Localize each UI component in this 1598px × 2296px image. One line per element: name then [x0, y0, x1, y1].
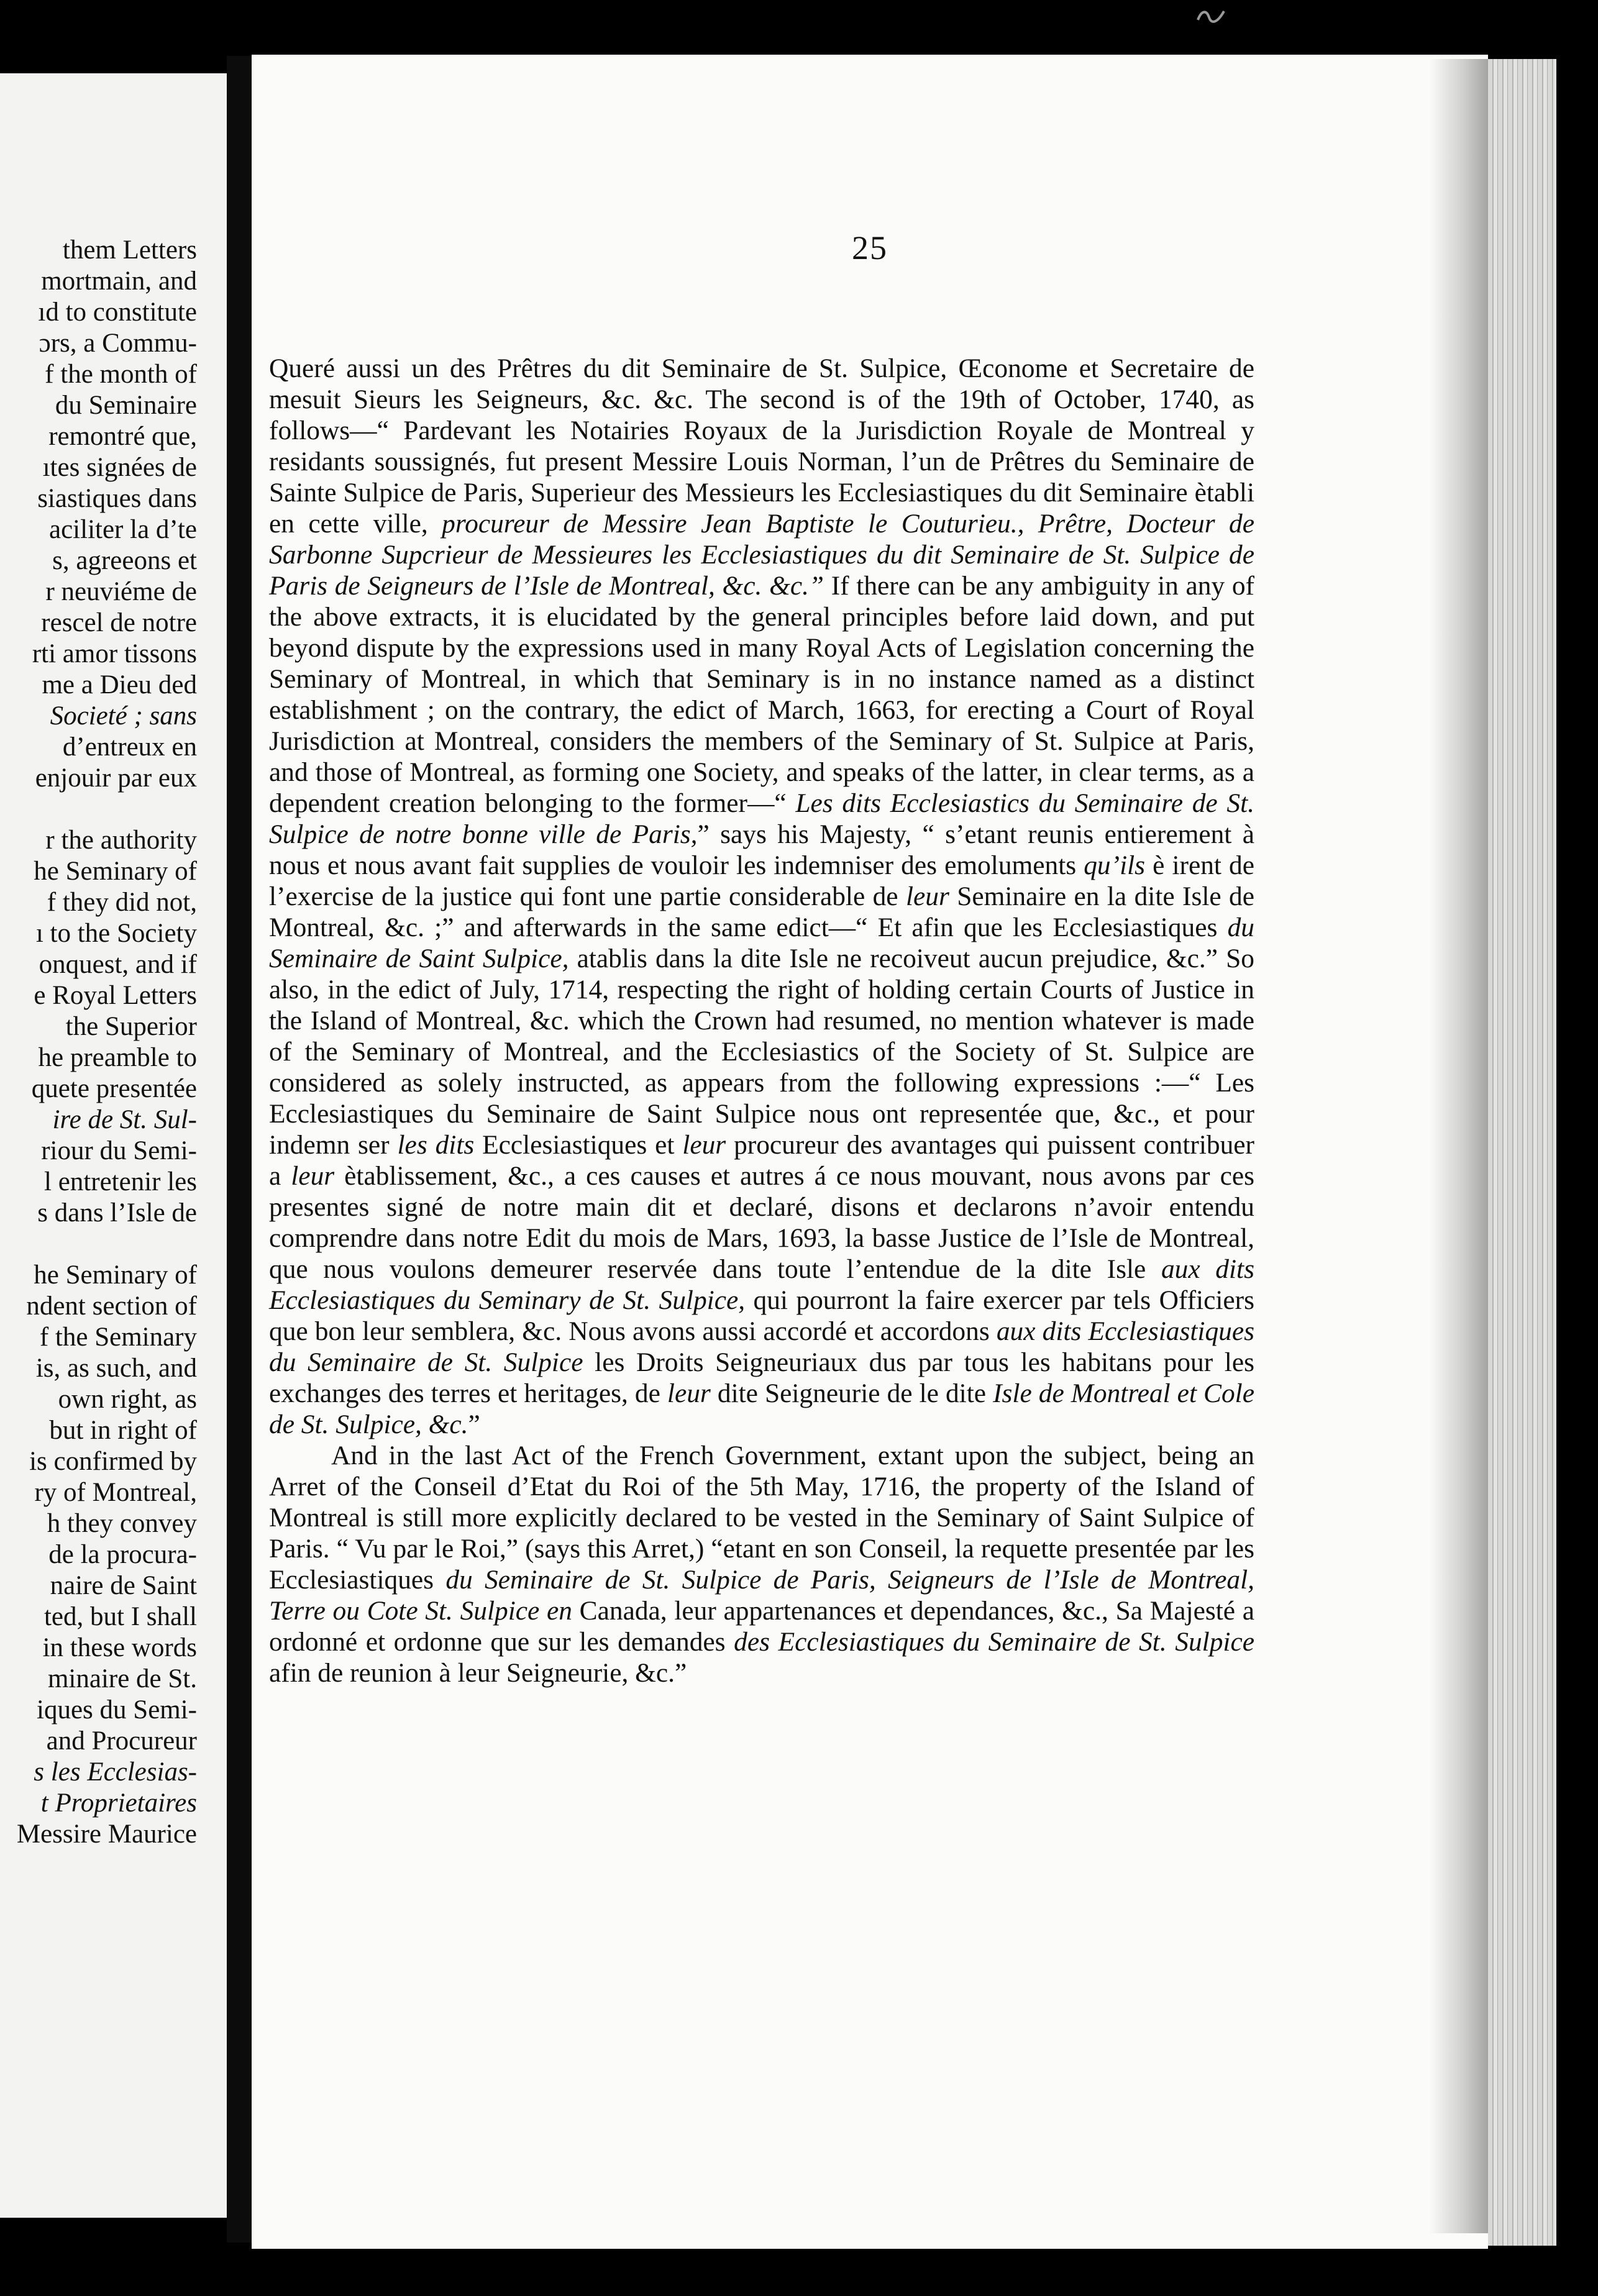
left-page-line: quete presentée: [31, 1074, 197, 1103]
left-page-line: e Royal Letters: [34, 981, 197, 1010]
page-number: 25: [852, 229, 888, 266]
left-page-line: Societé ; sans: [50, 701, 197, 731]
text-run: atablis dans la dite Isle ne recoiveut aucun prejudice, &c.” So also, in the edict of July, 1714, respecting the right of holding certain Courts of Justice in the Island of Montreal, &c. which the Crown had resumed, no mention whatever is made of the Seminary of Montreal, and the Ecclesiastics of the Society of St. Sulpice are considered as solely instructed, as appears from the following expressions :—“ Les Ecclesiastiques du Seminaire de Saint Sulpice nous ont representée que, &c., et pour indemn ser: [269, 944, 1254, 1160]
paragraph: [269, 353, 1254, 1440]
left-page-line: ire de St. Sul-: [52, 1105, 197, 1134]
text-run: ”: [468, 1410, 480, 1439]
italic-run: qu’ils: [1084, 850, 1146, 880]
italic-run: aux dits Ecclesiastiques du Seminary de St. Sulpice,: [269, 1254, 1254, 1315]
left-page-line: Messire Maurice: [16, 1820, 197, 1849]
left-page-line: ry of Montreal,: [34, 1478, 197, 1507]
left-page-line: the Superior: [65, 1012, 197, 1041]
left-page-line: aciliter la d’te: [49, 515, 197, 544]
left-page-line: ndent section of: [26, 1292, 197, 1321]
left-page-line: is confirmed by: [29, 1447, 197, 1476]
italic-run: leur: [905, 882, 949, 911]
left-page-line: them Letters: [62, 235, 197, 265]
left-page-line: l entretenir les: [44, 1167, 197, 1196]
italic-run: leur: [291, 1161, 335, 1191]
page-edge-shadow: [1429, 59, 1488, 2233]
left-page-line: in these words: [42, 1633, 197, 1662]
text-run: ètablissement, &c., a ces causes et autres á ce nous mouvant, nous avons par ces presentes signé de notre main dit et declaré, disons et declarons n’avoir entendu comprendre dans notre Edit du mois de Mars, 1693, la basse Justice de l’Isle de Montreal, que nous voulons demeurer reservée dans toute l’entendue de la dite Isle: [269, 1161, 1254, 1284]
left-page-line: ɔrs, a Commu-: [39, 329, 197, 358]
text-run: Canada, leur appartenances et dependances, &c., Sa Majesté a ordonné et ordonne que sur les demandes: [269, 1596, 1254, 1657]
italic-run: procureur de Messire Jean Baptiste le Couturieu., Prêtre, Docteur de Sarbonne Supcrieur de Messieures les Ecclesiastiques du dit Seminaire de St. Sulpice de Paris de Seigneurs de l’Isle de Montreal, &c. &c.”: [269, 509, 1254, 601]
italic-run: Les dits Ecclesiastics du Seminaire de St. Sulpice de notre bonne ville de Paris,: [269, 788, 1254, 849]
italic-run: Isle de Montreal et Cole de St. Sulpice, &c.: [269, 1378, 1254, 1439]
italic-run: aux dits Ecclesiastiques du Seminaire de St. Sulpice: [269, 1316, 1255, 1377]
left-page-line: f the month of: [45, 360, 197, 389]
left-page-fragment: [0, 73, 231, 2218]
left-page-line: he Seminary of: [34, 857, 197, 886]
left-page-line: remontré que,: [48, 422, 197, 451]
left-page-line: de la procura-: [48, 1540, 197, 1569]
text-run: afin de reunion à leur Seigneurie, &c.”: [269, 1658, 687, 1688]
left-page-line: ı to the Society: [35, 919, 197, 948]
left-page-line: s les Ecclesias-: [34, 1757, 197, 1787]
left-page-line: f the Seminary: [39, 1323, 197, 1352]
left-page-line: iques du Semi-: [37, 1695, 197, 1724]
italic-run: du Seminaire de Saint Sulpice,: [269, 913, 1254, 973]
left-page-line: t Proprietaires: [40, 1788, 197, 1818]
left-page-line: riour du Semi-: [41, 1136, 197, 1165]
left-page-line: enjouir par eux: [35, 763, 197, 793]
text-run: And in the last Act of the French Government, extant upon the subject, being an Arret of the Conseil d’Etat du Roi of the 5th May, 1716, the property of the Island of Montreal is still more explicitly declared to be vested in the Seminary of Saint Sulpice of Paris. “ Vu par le Roi,” (says this Arret,) “etant en son Conseil, la requette presentée par les Ecclesiastiques: [269, 1441, 1254, 1595]
left-page-line: mortmain, and: [41, 266, 197, 296]
italic-run: des Ecclesiastiques du Seminaire de St. Sulpice: [734, 1627, 1254, 1657]
left-page-line: own right, as: [58, 1385, 197, 1414]
left-page-line: h they convey: [47, 1509, 197, 1538]
left-page-line: ıtes signées de: [42, 453, 197, 482]
italic-run: leur: [667, 1378, 711, 1408]
italic-run: du Seminaire de St. Sulpice de Paris, Seigneurs de l’Isle de Montreal, Terre ou Cote St. Sulpice en: [269, 1565, 1254, 1626]
left-page-line: rti amor tissons: [32, 639, 197, 668]
left-page-line: rescel de notre: [41, 608, 197, 637]
text-run: procureur des avantages qui puissent contribuer a: [269, 1130, 1254, 1191]
body-text: [269, 353, 1254, 1688]
text-run: les Droits Seigneuriaux dus par tous les habitans pour les exchanges des terres et heritages, de: [269, 1347, 1254, 1408]
text-run: ” says his Majesty, “ s’etant reunis entierement à nous et nous avant fait supplies de vouloir les indemniser des emoluments: [269, 819, 1254, 880]
left-page-line: s, agreeons et: [52, 546, 197, 575]
left-page-line: naire de Saint: [50, 1571, 197, 1600]
right-page: [252, 55, 1488, 2249]
left-page-line: r neuviéme de: [45, 577, 197, 606]
page-stack-edges: [1488, 59, 1556, 2246]
left-page-line: and Procureur: [46, 1726, 197, 1756]
text-run: If there can be any ambiguity in any of the above extracts, it is elucidated by the general principles before laid down, and put beyond dispute by the expressions used in many Royal Acts of Legislation concerning the Seminary of Montreal, in which that Seminary is in no instance named as a distinct establishment ; on the contrary, the edict of March, 1663, for erecting a Court of Royal Jurisdiction at Montreal, considers the members of the Seminary of St. Sulpice at Paris, and those of Montreal, as forming one Society, and speaks of the latter, in clear terms, as a dependent creation belonging to the former—“: [269, 571, 1254, 818]
left-page-line: ted, but I shall: [43, 1602, 197, 1631]
italic-run: les dits: [397, 1130, 475, 1160]
left-page-line: me a Dieu ded: [42, 670, 197, 699]
text-run: Queré aussi un des Prêtres du dit Seminaire de St. Sulpice, Œconome et Secretaire de mesuit Sieurs les Seigneurs, &c. &c. The second is of the 19th of October, 1740, as follows—“ Pardevant les Notairies Royaux de la Jurisdiction Royale de Montreal y residants soussignés, fut present Messire Louis Norman, l’un de Prêtres du Seminaire de Sainte Sulpice de Paris, Superieur des Messieurs les Ecclesiastiques du dit Seminaire ètabli en cette ville,: [269, 353, 1254, 539]
left-page-line: siastiques dans: [37, 484, 197, 513]
ink-mark-icon: [1193, 6, 1230, 25]
left-page-line: he preamble to: [38, 1043, 197, 1072]
left-page-line: he Seminary of: [34, 1260, 197, 1290]
left-page-line: f they did not,: [47, 888, 197, 917]
italic-run: leur: [682, 1130, 726, 1160]
text-run: Ecclesiastiques et: [474, 1130, 683, 1160]
text-run: qui pourront la faire exercer par tels Officiers que bon leur semblera, &c. Nous avons aussi accordé et accordons: [269, 1285, 1254, 1346]
left-page-line: is, as such, and: [35, 1354, 197, 1383]
left-page-line: du Seminaire: [55, 391, 197, 420]
text-run: dite Seigneurie de le dite: [710, 1378, 993, 1408]
left-page-line: onquest, and if: [39, 950, 197, 979]
left-page-line: d’entreux en: [62, 732, 197, 762]
left-page-line: ıd to constitute: [38, 298, 197, 327]
text-run: è irent de l’exercise de la justice qui font une partie considerable de: [269, 850, 1254, 911]
text-run: Seminaire en la dite Isle de Montreal, &c. ;” and afterwards in the same edict—“ Et afin que les Ecclesiastiques: [269, 882, 1254, 942]
left-page-line: minaire de St.: [47, 1664, 197, 1693]
paragraph: [269, 1440, 1254, 1688]
left-page-line: r the authority: [45, 826, 197, 855]
left-page-line: s dans l’Isle de: [37, 1198, 197, 1228]
left-page-line: but in right of: [49, 1416, 197, 1445]
